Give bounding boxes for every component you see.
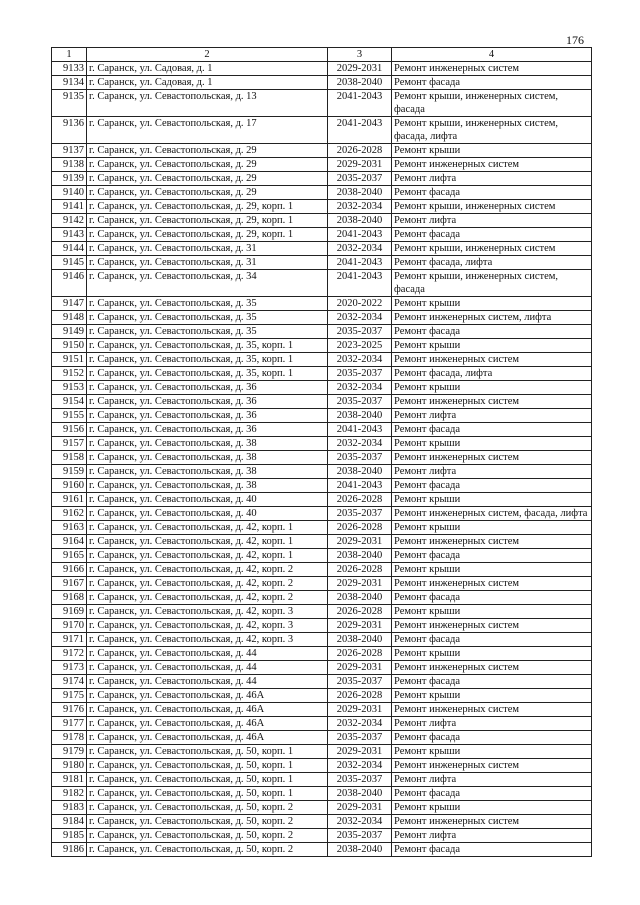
cell-address: г. Саранск, ул. Севастопольская, д. 38 [87, 465, 328, 479]
table-row [52, 325, 592, 339]
cell-address: г. Саранск, ул. Севастопольская, д. 35 [87, 297, 328, 311]
cell-address: г. Саранск, ул. Севастопольская, д. 35, корп. 1 [87, 353, 328, 367]
cell-address: г. Саранск, ул. Севастопольская, д. 50, корп. 1 [87, 773, 328, 787]
cell-work-type: Ремонт инженерных систем [392, 158, 592, 172]
cell-period: 2029-2031 [328, 703, 392, 717]
cell-work-type: Ремонт инженерных систем [392, 759, 592, 773]
cell-address: г. Саранск, ул. Севастопольская, д. 42, корп. 1 [87, 521, 328, 535]
cell-work-type: Ремонт крыши, инженерных систем [392, 242, 592, 256]
table-header [52, 48, 592, 62]
column-header-number: 1 [52, 48, 87, 62]
cell-work-type: Ремонт инженерных систем [392, 661, 592, 675]
cell-work-type: Ремонт инженерных систем [392, 815, 592, 829]
cell-number: 9183 [52, 801, 87, 815]
cell-work-type: Ремонт фасада, лифта [392, 256, 592, 270]
cell-period: 2038-2040 [328, 409, 392, 423]
cell-number: 9180 [52, 759, 87, 773]
column-header-period: 3 [328, 48, 392, 62]
cell-address: г. Саранск, ул. Севастопольская, д. 29 [87, 158, 328, 172]
cell-work-type: Ремонт инженерных систем [392, 451, 592, 465]
cell-address: г. Саранск, ул. Садовая, д. 1 [87, 62, 328, 76]
column-header-address: 2 [87, 48, 328, 62]
cell-number: 9178 [52, 731, 87, 745]
table-row [52, 717, 592, 731]
cell-period: 2041-2043 [328, 90, 392, 117]
cell-number: 9177 [52, 717, 87, 731]
cell-period: 2041-2043 [328, 228, 392, 242]
column-header-work-type: 4 [392, 48, 592, 62]
table-row [52, 451, 592, 465]
cell-number: 9165 [52, 549, 87, 563]
cell-number: 9159 [52, 465, 87, 479]
cell-period: 2035-2037 [328, 773, 392, 787]
table-row [52, 117, 592, 144]
cell-work-type: Ремонт крыши, инженерных систем, фасада, лифта [392, 117, 592, 144]
table-row [52, 144, 592, 158]
cell-period: 2032-2034 [328, 717, 392, 731]
table-row [52, 745, 592, 759]
table-row [52, 339, 592, 353]
cell-work-type: Ремонт крыши, инженерных систем, фасада [392, 270, 592, 297]
cell-period: 2038-2040 [328, 843, 392, 857]
cell-period: 2041-2043 [328, 479, 392, 493]
cell-number: 9148 [52, 311, 87, 325]
cell-period: 2035-2037 [328, 325, 392, 339]
table-row [52, 829, 592, 843]
cell-address: г. Саранск, ул. Севастопольская, д. 29, корп. 1 [87, 200, 328, 214]
cell-work-type: Ремонт крыши [392, 689, 592, 703]
cell-period: 2026-2028 [328, 144, 392, 158]
table-row [52, 381, 592, 395]
table-row [52, 90, 592, 117]
cell-work-type: Ремонт крыши [392, 801, 592, 815]
cell-work-type: Ремонт крыши [392, 437, 592, 451]
table-row [52, 535, 592, 549]
cell-address: г. Саранск, ул. Севастопольская, д. 42, корп. 1 [87, 549, 328, 563]
cell-address: г. Саранск, ул. Севастопольская, д. 44 [87, 647, 328, 661]
cell-number: 9151 [52, 353, 87, 367]
cell-period: 2032-2034 [328, 311, 392, 325]
cell-work-type: Ремонт фасада [392, 479, 592, 493]
cell-period: 2023-2025 [328, 339, 392, 353]
cell-address: г. Саранск, ул. Севастопольская, д. 35 [87, 325, 328, 339]
cell-period: 2029-2031 [328, 62, 392, 76]
table-row [52, 773, 592, 787]
cell-address: г. Саранск, ул. Севастопольская, д. 42, корп. 3 [87, 619, 328, 633]
cell-address: г. Саранск, ул. Севастопольская, д. 46А [87, 731, 328, 745]
cell-period: 2032-2034 [328, 353, 392, 367]
cell-period: 2029-2031 [328, 801, 392, 815]
cell-address: г. Саранск, ул. Севастопольская, д. 50, корп. 2 [87, 815, 328, 829]
cell-number: 9146 [52, 270, 87, 297]
table-row [52, 619, 592, 633]
table-row [52, 395, 592, 409]
cell-work-type: Ремонт крыши [392, 493, 592, 507]
table-row [52, 186, 592, 200]
cell-period: 2026-2028 [328, 647, 392, 661]
table-row [52, 297, 592, 311]
cell-period: 2035-2037 [328, 172, 392, 186]
cell-address: г. Саранск, ул. Севастопольская, д. 29 [87, 144, 328, 158]
table-row [52, 367, 592, 381]
cell-work-type: Ремонт крыши [392, 144, 592, 158]
table-row [52, 423, 592, 437]
cell-number: 9139 [52, 172, 87, 186]
cell-address: г. Саранск, ул. Севастопольская, д. 40 [87, 507, 328, 521]
header-row [52, 48, 592, 62]
cell-address: г. Саранск, ул. Севастопольская, д. 46А [87, 703, 328, 717]
cell-work-type: Ремонт крыши [392, 605, 592, 619]
cell-work-type: Ремонт инженерных систем [392, 619, 592, 633]
cell-address: г. Саранск, ул. Севастопольская, д. 50, корп. 1 [87, 759, 328, 773]
table-row [52, 787, 592, 801]
table-row [52, 437, 592, 451]
table-row [52, 563, 592, 577]
cell-work-type: Ремонт крыши [392, 745, 592, 759]
cell-number: 9142 [52, 214, 87, 228]
table-row [52, 158, 592, 172]
table-row [52, 507, 592, 521]
cell-work-type: Ремонт фасада [392, 633, 592, 647]
cell-period: 2029-2031 [328, 535, 392, 549]
table-row [52, 843, 592, 857]
cell-period: 2038-2040 [328, 186, 392, 200]
table-row [52, 256, 592, 270]
table-row [52, 353, 592, 367]
cell-address: г. Саранск, ул. Севастопольская, д. 34 [87, 270, 328, 297]
cell-number: 9166 [52, 563, 87, 577]
table-row [52, 759, 592, 773]
cell-address: г. Саранск, ул. Севастопольская, д. 35 [87, 311, 328, 325]
table-row [52, 465, 592, 479]
repair-schedule-table [51, 47, 592, 857]
cell-period: 2041-2043 [328, 117, 392, 144]
cell-address: г. Саранск, ул. Севастопольская, д. 38 [87, 451, 328, 465]
cell-work-type: Ремонт крыши [392, 563, 592, 577]
cell-period: 2029-2031 [328, 661, 392, 675]
cell-number: 9138 [52, 158, 87, 172]
table-row [52, 521, 592, 535]
cell-period: 2032-2034 [328, 815, 392, 829]
cell-work-type: Ремонт крыши [392, 339, 592, 353]
table-row [52, 62, 592, 76]
cell-address: г. Саранск, ул. Севастопольская, д. 29, корп. 1 [87, 228, 328, 242]
cell-work-type: Ремонт фасада [392, 731, 592, 745]
table-row [52, 200, 592, 214]
table-row [52, 270, 592, 297]
cell-period: 2029-2031 [328, 158, 392, 172]
cell-period: 2038-2040 [328, 76, 392, 90]
cell-work-type: Ремонт лифта [392, 409, 592, 423]
cell-number: 9156 [52, 423, 87, 437]
cell-number: 9152 [52, 367, 87, 381]
cell-period: 2038-2040 [328, 787, 392, 801]
cell-work-type: Ремонт фасада [392, 76, 592, 90]
table-row [52, 549, 592, 563]
cell-number: 9186 [52, 843, 87, 857]
cell-address: г. Саранск, ул. Садовая, д. 1 [87, 76, 328, 90]
cell-period: 2035-2037 [328, 829, 392, 843]
table-row [52, 493, 592, 507]
cell-address: г. Саранск, ул. Севастопольская, д. 36 [87, 409, 328, 423]
cell-number: 9155 [52, 409, 87, 423]
table-row [52, 815, 592, 829]
cell-period: 2032-2034 [328, 242, 392, 256]
cell-number: 9164 [52, 535, 87, 549]
cell-number: 9181 [52, 773, 87, 787]
table-row [52, 731, 592, 745]
cell-work-type: Ремонт крыши [392, 381, 592, 395]
table-row [52, 214, 592, 228]
cell-period: 2026-2028 [328, 689, 392, 703]
cell-address: г. Саранск, ул. Севастопольская, д. 35, корп. 1 [87, 367, 328, 381]
table-row [52, 76, 592, 90]
cell-work-type: Ремонт лифта [392, 717, 592, 731]
cell-number: 9173 [52, 661, 87, 675]
cell-work-type: Ремонт инженерных систем, лифта [392, 311, 592, 325]
cell-address: г. Саранск, ул. Севастопольская, д. 42, корп. 3 [87, 633, 328, 647]
cell-work-type: Ремонт крыши [392, 647, 592, 661]
table-row [52, 675, 592, 689]
cell-number: 9140 [52, 186, 87, 200]
cell-number: 9143 [52, 228, 87, 242]
table-row [52, 577, 592, 591]
cell-period: 2041-2043 [328, 423, 392, 437]
cell-period: 2035-2037 [328, 367, 392, 381]
cell-work-type: Ремонт фасада [392, 675, 592, 689]
cell-work-type: Ремонт лифта [392, 773, 592, 787]
cell-period: 2029-2031 [328, 745, 392, 759]
cell-address: г. Саранск, ул. Севастопольская, д. 50, корп. 2 [87, 843, 328, 857]
cell-address: г. Саранск, ул. Севастопольская, д. 40 [87, 493, 328, 507]
cell-work-type: Ремонт инженерных систем [392, 535, 592, 549]
cell-number: 9137 [52, 144, 87, 158]
cell-address: г. Саранск, ул. Севастопольская, д. 42, корп. 1 [87, 535, 328, 549]
cell-number: 9150 [52, 339, 87, 353]
table-body [52, 62, 592, 857]
cell-address: г. Саранск, ул. Севастопольская, д. 46А [87, 689, 328, 703]
cell-number: 9154 [52, 395, 87, 409]
cell-period: 2041-2043 [328, 270, 392, 297]
table-row [52, 689, 592, 703]
cell-address: г. Саранск, ул. Севастопольская, д. 42, корп. 3 [87, 605, 328, 619]
cell-address: г. Саранск, ул. Севастопольская, д. 29, корп. 1 [87, 214, 328, 228]
cell-work-type: Ремонт крыши [392, 297, 592, 311]
cell-number: 9144 [52, 242, 87, 256]
cell-number: 9160 [52, 479, 87, 493]
table-row [52, 647, 592, 661]
cell-address: г. Саранск, ул. Севастопольская, д. 36 [87, 381, 328, 395]
cell-address: г. Саранск, ул. Севастопольская, д. 36 [87, 395, 328, 409]
cell-period: 2026-2028 [328, 521, 392, 535]
cell-number: 9162 [52, 507, 87, 521]
cell-address: г. Саранск, ул. Севастопольская, д. 42, корп. 2 [87, 563, 328, 577]
cell-address: г. Саранск, ул. Севастопольская, д. 50, корп. 2 [87, 829, 328, 843]
cell-number: 9145 [52, 256, 87, 270]
cell-address: г. Саранск, ул. Севастопольская, д. 44 [87, 661, 328, 675]
cell-number: 9136 [52, 117, 87, 144]
cell-work-type: Ремонт инженерных систем, фасада, лифта [392, 507, 592, 521]
cell-period: 2032-2034 [328, 381, 392, 395]
cell-number: 9174 [52, 675, 87, 689]
cell-period: 2035-2037 [328, 395, 392, 409]
cell-work-type: Ремонт фасада [392, 549, 592, 563]
cell-number: 9157 [52, 437, 87, 451]
cell-number: 9185 [52, 829, 87, 843]
page-number: 176 [566, 33, 584, 47]
cell-number: 9158 [52, 451, 87, 465]
cell-number: 9167 [52, 577, 87, 591]
cell-number: 9184 [52, 815, 87, 829]
table-row [52, 661, 592, 675]
table-row [52, 591, 592, 605]
cell-number: 9170 [52, 619, 87, 633]
table-row [52, 228, 592, 242]
cell-period: 2038-2040 [328, 591, 392, 605]
cell-address: г. Саранск, ул. Севастопольская, д. 38 [87, 479, 328, 493]
cell-period: 2038-2040 [328, 214, 392, 228]
cell-work-type: Ремонт лифта [392, 829, 592, 843]
cell-address: г. Саранск, ул. Севастопольская, д. 46А [87, 717, 328, 731]
cell-work-type: Ремонт фасада [392, 843, 592, 857]
table-row [52, 242, 592, 256]
cell-address: г. Саранск, ул. Севастопольская, д. 50, корп. 1 [87, 745, 328, 759]
cell-work-type: Ремонт лифта [392, 214, 592, 228]
cell-address: г. Саранск, ул. Севастопольская, д. 50, корп. 1 [87, 787, 328, 801]
table-row [52, 605, 592, 619]
table-row [52, 172, 592, 186]
table-row [52, 633, 592, 647]
cell-address: г. Саранск, ул. Севастопольская, д. 31 [87, 256, 328, 270]
cell-address: г. Саранск, ул. Севастопольская, д. 29 [87, 172, 328, 186]
cell-work-type: Ремонт инженерных систем [392, 703, 592, 717]
table-row [52, 801, 592, 815]
cell-work-type: Ремонт фасада [392, 228, 592, 242]
cell-address: г. Саранск, ул. Севастопольская, д. 42, корп. 2 [87, 591, 328, 605]
cell-number: 9153 [52, 381, 87, 395]
cell-address: г. Саранск, ул. Севастопольская, д. 42, корп. 2 [87, 577, 328, 591]
table-row [52, 311, 592, 325]
cell-period: 2038-2040 [328, 549, 392, 563]
cell-work-type: Ремонт фасада [392, 325, 592, 339]
cell-number: 9135 [52, 90, 87, 117]
cell-period: 2026-2028 [328, 493, 392, 507]
cell-work-type: Ремонт фасада [392, 787, 592, 801]
cell-address: г. Саранск, ул. Севастопольская, д. 36 [87, 423, 328, 437]
cell-work-type: Ремонт лифта [392, 172, 592, 186]
cell-number: 9179 [52, 745, 87, 759]
cell-work-type: Ремонт фасада [392, 591, 592, 605]
cell-address: г. Саранск, ул. Севастопольская, д. 13 [87, 90, 328, 117]
cell-work-type: Ремонт фасада, лифта [392, 367, 592, 381]
cell-period: 2035-2037 [328, 731, 392, 745]
cell-period: 2029-2031 [328, 619, 392, 633]
cell-address: г. Саранск, ул. Севастопольская, д. 44 [87, 675, 328, 689]
cell-number: 9182 [52, 787, 87, 801]
cell-number: 9141 [52, 200, 87, 214]
cell-work-type: Ремонт фасада [392, 186, 592, 200]
cell-period: 2038-2040 [328, 633, 392, 647]
cell-number: 9149 [52, 325, 87, 339]
cell-number: 9169 [52, 605, 87, 619]
cell-work-type: Ремонт инженерных систем [392, 577, 592, 591]
cell-number: 9161 [52, 493, 87, 507]
cell-period: 2029-2031 [328, 577, 392, 591]
cell-work-type: Ремонт инженерных систем [392, 353, 592, 367]
cell-address: г. Саранск, ул. Севастопольская, д. 38 [87, 437, 328, 451]
cell-number: 9176 [52, 703, 87, 717]
cell-period: 2038-2040 [328, 465, 392, 479]
cell-work-type: Ремонт крыши [392, 521, 592, 535]
cell-period: 2026-2028 [328, 563, 392, 577]
cell-work-type: Ремонт лифта [392, 465, 592, 479]
cell-period: 2032-2034 [328, 200, 392, 214]
cell-work-type: Ремонт инженерных систем [392, 395, 592, 409]
cell-address: г. Саранск, ул. Севастопольская, д. 35, корп. 1 [87, 339, 328, 353]
cell-number: 9172 [52, 647, 87, 661]
cell-work-type: Ремонт инженерных систем [392, 62, 592, 76]
cell-period: 2032-2034 [328, 437, 392, 451]
cell-period: 2026-2028 [328, 605, 392, 619]
cell-address: г. Саранск, ул. Севастопольская, д. 50, корп. 2 [87, 801, 328, 815]
cell-number: 9171 [52, 633, 87, 647]
cell-work-type: Ремонт крыши, инженерных систем, фасада [392, 90, 592, 117]
cell-period: 2020-2022 [328, 297, 392, 311]
cell-address: г. Саранск, ул. Севастопольская, д. 31 [87, 242, 328, 256]
cell-period: 2041-2043 [328, 256, 392, 270]
table-row [52, 703, 592, 717]
cell-work-type: Ремонт фасада [392, 423, 592, 437]
cell-number: 9163 [52, 521, 87, 535]
cell-number: 9168 [52, 591, 87, 605]
cell-work-type: Ремонт крыши, инженерных систем [392, 200, 592, 214]
cell-period: 2035-2037 [328, 507, 392, 521]
table-row [52, 409, 592, 423]
cell-number: 9147 [52, 297, 87, 311]
cell-address: г. Саранск, ул. Севастопольская, д. 17 [87, 117, 328, 144]
cell-period: 2032-2034 [328, 759, 392, 773]
cell-number: 9134 [52, 76, 87, 90]
cell-number: 9133 [52, 62, 87, 76]
cell-period: 2035-2037 [328, 451, 392, 465]
cell-number: 9175 [52, 689, 87, 703]
cell-address: г. Саранск, ул. Севастопольская, д. 29 [87, 186, 328, 200]
table-row [52, 479, 592, 493]
cell-period: 2035-2037 [328, 675, 392, 689]
